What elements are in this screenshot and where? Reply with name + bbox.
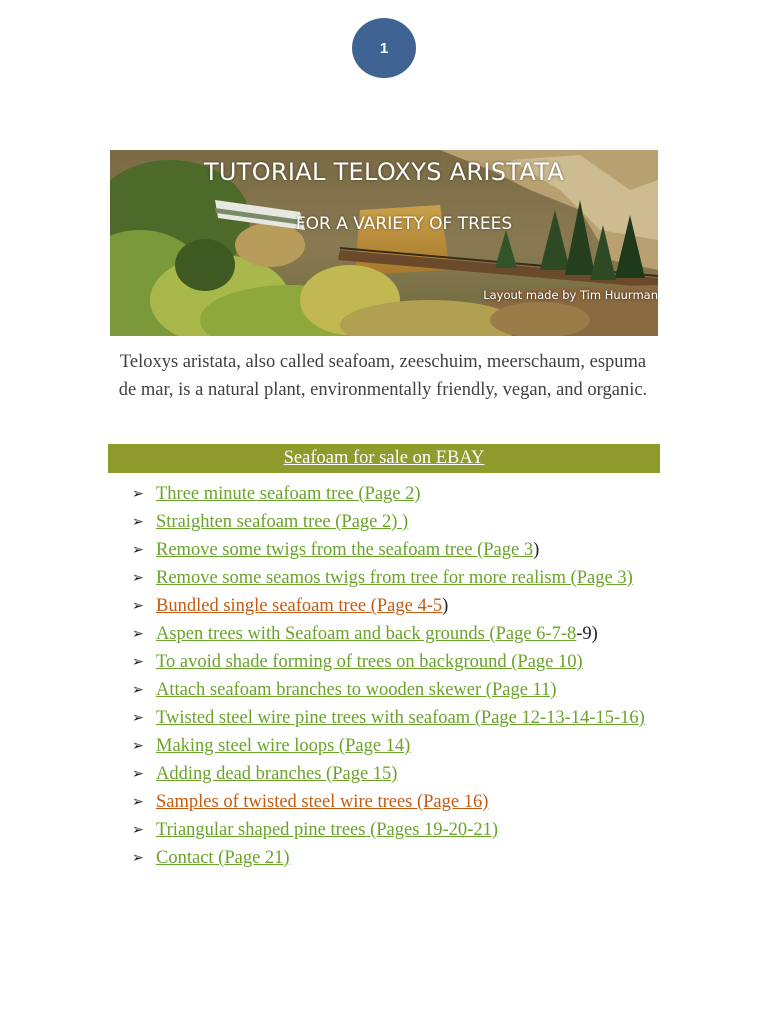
toc-item — [132, 732, 662, 760]
toc-item — [132, 592, 662, 620]
banner-image — [110, 150, 658, 336]
toc-link-suffix: -9) — [576, 624, 598, 644]
toc-link[interactable]: Remove some twigs from the seafoam tree (Page 3 — [156, 540, 534, 560]
toc-link[interactable]: Twisted steel wire pine trees with seafoam (Page 12-13-14-15-16) — [156, 708, 645, 728]
toc-item — [132, 704, 662, 732]
toc-item — [132, 816, 662, 844]
banner-credit: Layout made by Tim Huurman — [483, 288, 658, 302]
intro-paragraph: Teloxys aristata, also called seafoam, zeeschuim, meerschaum, espuma de mar, is a natural plant, environmentally friendly, vegan, and organic. — [118, 352, 648, 400]
toc-item — [132, 564, 662, 592]
toc-item-text — [156, 760, 662, 788]
toc-link[interactable]: Triangular shaped pine trees (Pages 19-20-21) — [156, 820, 498, 840]
toc-item — [132, 760, 662, 788]
toc-item-text — [156, 844, 662, 872]
toc-link[interactable]: Samples of twisted steel wire trees (Page 16) — [156, 792, 489, 812]
ebay-sale-bar — [108, 444, 660, 473]
toc-item — [132, 676, 662, 704]
toc-link[interactable]: To avoid shade forming of trees on background (Page 10) — [156, 652, 583, 672]
toc-item — [132, 480, 662, 508]
toc-link-suffix: ) — [533, 540, 540, 560]
toc-item-text — [156, 704, 662, 732]
arrow-bullet-icon: ➢ — [132, 794, 144, 810]
toc-item-text — [156, 788, 662, 816]
toc-item — [132, 536, 662, 564]
toc-link[interactable]: Aspen trees with Seafoam and back grounds (Page 6-7-8 — [156, 624, 577, 644]
arrow-bullet-icon: ➢ — [132, 710, 144, 726]
arrow-bullet-icon: ➢ — [132, 598, 144, 614]
banner-title: TUTORIAL TELOXYS ARISTATA — [203, 158, 565, 186]
toc-link[interactable]: Adding dead branches (Page 15) — [156, 764, 398, 784]
toc-item-text — [156, 508, 662, 536]
arrow-bullet-icon: ➢ — [132, 822, 144, 838]
toc-item-text — [156, 648, 662, 676]
arrow-bullet-icon: ➢ — [132, 514, 144, 530]
toc-link[interactable]: Bundled single seafoam tree (Page 4-5 — [156, 596, 443, 616]
arrow-bullet-icon: ➢ — [132, 738, 144, 754]
toc-item — [132, 648, 662, 676]
arrow-bullet-icon: ➢ — [132, 654, 144, 670]
banner-subtitle: FOR A VARIETY OF TREES — [295, 214, 513, 234]
arrow-bullet-icon: ➢ — [132, 626, 144, 642]
toc-link-suffix: ) — [442, 596, 449, 616]
toc-item-text — [156, 620, 662, 648]
toc-item — [132, 788, 662, 816]
toc-item-text — [156, 732, 662, 760]
arrow-bullet-icon: ➢ — [132, 850, 144, 866]
arrow-bullet-icon: ➢ — [132, 486, 144, 502]
toc-link[interactable]: Straighten seafoam tree (Page 2) ) — [156, 512, 409, 532]
arrow-bullet-icon: ➢ — [132, 682, 144, 698]
arrow-bullet-icon: ➢ — [132, 542, 144, 558]
toc-item-text — [156, 816, 662, 844]
toc-item-text — [156, 536, 662, 564]
toc-item-text — [156, 564, 662, 592]
toc-link[interactable]: Contact (Page 21) — [156, 848, 290, 868]
toc-item-text — [156, 592, 662, 620]
arrow-bullet-icon: ➢ — [132, 570, 144, 586]
toc-item — [132, 844, 662, 872]
arrow-bullet-icon: ➢ — [132, 766, 144, 782]
ebay-sale-link[interactable]: Seafoam for sale on EBAY — [283, 448, 485, 468]
toc-link[interactable]: Making steel wire loops (Page 14) — [156, 736, 411, 756]
toc-item-text — [156, 480, 662, 508]
toc-item — [132, 620, 662, 648]
toc-item — [132, 508, 662, 536]
table-of-contents — [132, 480, 662, 872]
toc-link[interactable]: Three minute seafoam tree (Page 2) — [156, 484, 421, 504]
toc-item-text — [156, 676, 662, 704]
toc-link[interactable]: Remove some seamos twigs from tree for more realism (Page 3) — [156, 568, 633, 588]
page-number-badge: 1 — [352, 18, 416, 78]
toc-link[interactable]: Attach seafoam branches to wooden skewer (Page 11) — [156, 680, 557, 700]
